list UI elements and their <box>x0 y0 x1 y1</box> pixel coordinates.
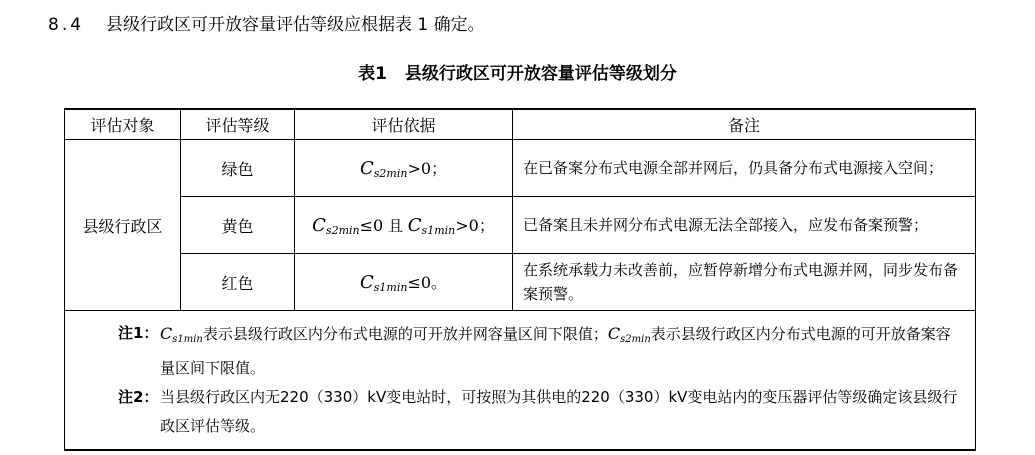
header-object: 评估对象 <box>65 109 181 140</box>
table-number: 表1 <box>358 64 387 84</box>
header-basis: 评估依据 <box>295 109 513 140</box>
basis-yellow: $C_{s2min}\le 0$ 且 $C_{s1min}>0$； <box>295 197 513 254</box>
header-level: 评估等级 <box>181 109 295 140</box>
note-1-label: 注1： <box>118 324 159 342</box>
level-green: 绿色 <box>181 140 295 197</box>
clause-number: 8.4 <box>48 15 85 35</box>
remark-yellow: 已备案且未并网分布式电源无法全部接入，应发布备案预警； <box>513 197 976 254</box>
clause-8-4 <box>48 12 485 38</box>
grade-table <box>64 108 976 451</box>
clause-text: 县级行政区可开放容量评估等级应根据表 1 确定。 <box>106 15 485 35</box>
table-caption <box>0 60 1035 88</box>
note-2-text: 当县级行政区内无220（330）kV变电站时，可按照为其供电的220（330）kV变电站内的变压器评估等级确定该县级行政区评估等级。 <box>160 388 958 435</box>
header-remark: 备注 <box>513 109 976 140</box>
level-red: 红色 <box>181 254 295 311</box>
table-header-row <box>65 109 976 140</box>
basis-red: $C_{s1min}\le 0$。 <box>295 254 513 311</box>
basis-green: $C_{s2min}>0$； <box>295 140 513 197</box>
table-notes-row <box>65 311 976 451</box>
table-row-green <box>65 140 976 197</box>
table-title: 县级行政区可开放容量评估等级划分 <box>404 64 677 84</box>
level-yellow: 黄色 <box>181 197 295 254</box>
note-1: 注1： $C_{s1min}$表示县级行政区内分布式电源的可开放并网容量区间下限值；$C_{s2min}$表示县级行政区内分布式电源的可开放备案容量区间下限值。 <box>118 319 965 383</box>
remark-green: 在已备案分布式电源全部并网后，仍具备分布式电源接入空间； <box>513 140 976 197</box>
table-notes <box>65 311 976 451</box>
note-2-label: 注2： <box>118 388 159 406</box>
table-row-yellow <box>65 197 976 254</box>
table-row-red <box>65 254 976 311</box>
note-2 <box>118 383 965 441</box>
remark-red: 在系统承载力未改善前，应暂停新增分布式电源并网，同步发布备案预警。 <box>513 254 976 311</box>
evaluation-object: 县级行政区 <box>65 140 181 311</box>
